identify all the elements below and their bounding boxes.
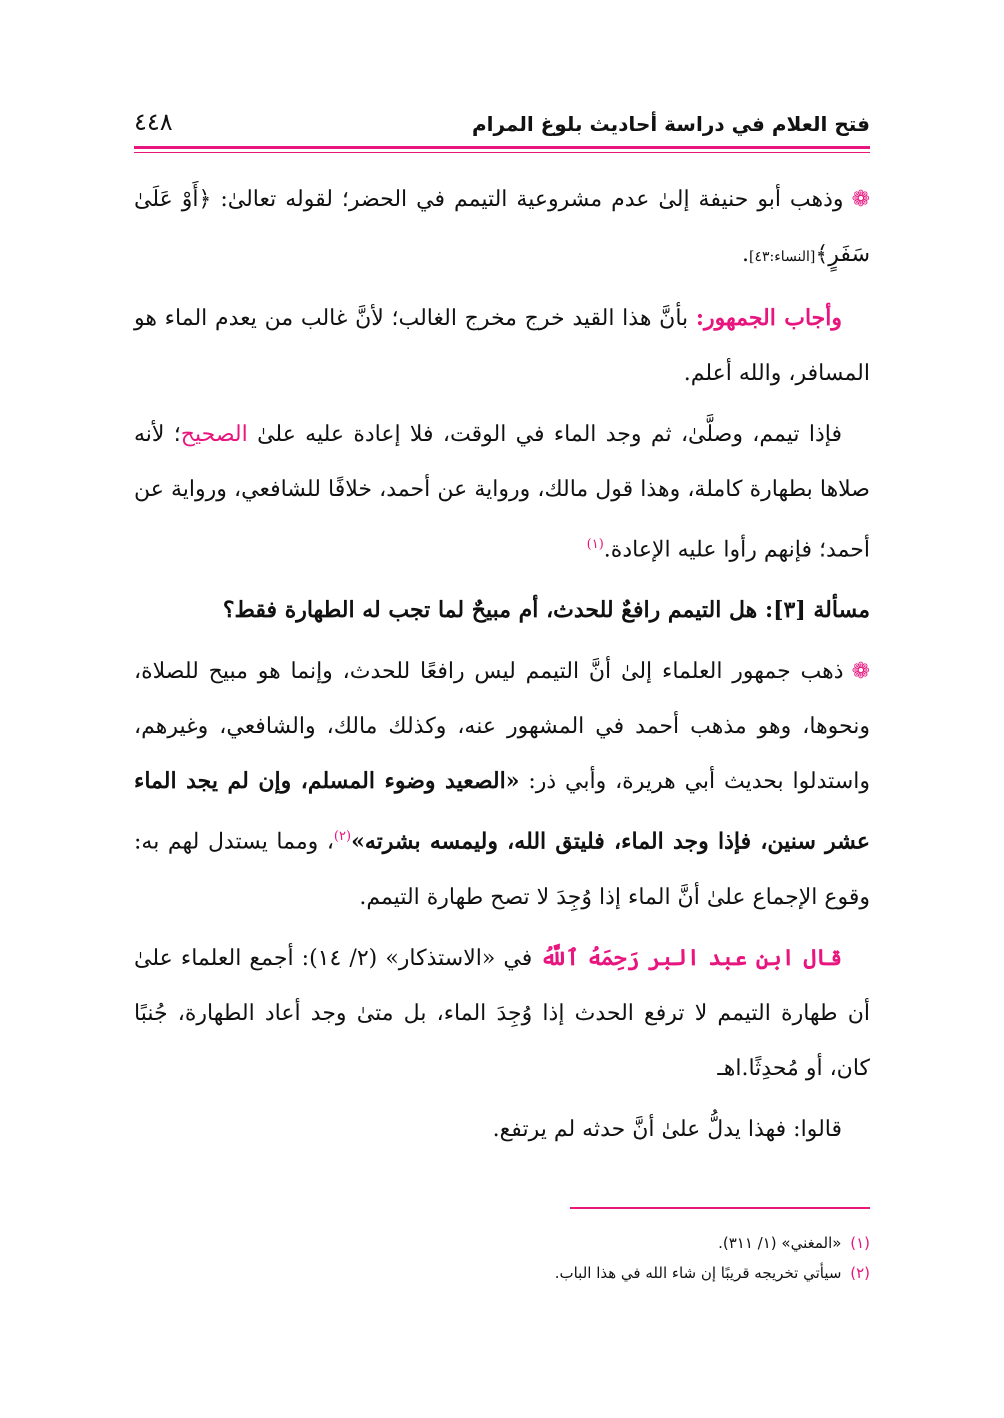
- paragraph-5-text-1: ذهب جمهور العلماء إلىٰ أنَّ التيمم ليس رافعًا للحدث، وإنما هو مبيح للصلاة، ونحوها، وهو مذهب أحمد في المشهور عنه، وكذلك مالك، والشافعي، وغيرهم، واستدلوا بحديث أبي هريرة، وأبي ذر:: [134, 659, 870, 795]
- issue-question: هل التيمم رافعٌ للحدث، أم مبيحٌ لما تجب له الطهارة فقط؟: [222, 597, 758, 624]
- paragraph-1: [134, 172, 870, 285]
- paragraph-1-text: وذهب أبو حنيفة إلىٰ عدم مشروعية التيمم في الحضر؛ لقوله تعالىٰ: ﴿أَوْ عَلَىٰ سَفَرٍ﴾: [134, 187, 870, 267]
- flower-ornament-icon: ❁: [851, 659, 870, 685]
- footnote-2: [134, 1258, 870, 1288]
- paragraph-3-text-1: فإذا تيمم، وصلَّىٰ، ثم وجد الماء في الوقت، فلا إعادة عليه علىٰ: [257, 422, 842, 447]
- page-number: ٤٤٨: [134, 108, 173, 136]
- paragraph-5-text-2: ، ومما يستدل لهم به: وقوع الإجماع علىٰ أنَّ الماء إذا وُجِدَ لا تصح طهارة التيمم.: [134, 829, 870, 910]
- paragraph-3: [134, 407, 870, 577]
- paragraph-7: [134, 1102, 870, 1157]
- footnote-ref-1[interactable]: (١): [586, 537, 604, 552]
- quran-reference: [النساء:٤٣]: [748, 249, 816, 265]
- flower-ornament-icon: ❁: [851, 187, 870, 212]
- paragraph-7-text: قالوا: فهذا يدلُّ علىٰ أنَّ حدثه لم يرتفع.: [492, 1116, 842, 1142]
- issue-heading: [134, 583, 870, 638]
- issue-label: مسألة [٣]:: [764, 597, 870, 624]
- paragraph-6-label: قال ابن عبد البر رَحِمَهُ ٱللَّهُ: [540, 944, 843, 971]
- paragraph-5: [134, 644, 870, 924]
- footnote-divider: [570, 1207, 870, 1209]
- footnote-1: [134, 1228, 870, 1258]
- book-title: فتح العلام في دراسة أحاديث بلوغ المرام: [471, 112, 870, 136]
- footnote-1-number: (١): [850, 1234, 870, 1252]
- paragraph-2: [134, 291, 870, 401]
- header-rule-thin: [134, 152, 870, 153]
- main-text: [134, 172, 870, 1163]
- paragraph-3-highlight: الصحيح: [180, 422, 248, 447]
- paragraph-6-text: في «الاستذكار» (٢/ ١٤): أجمع العلماء علىٰ أن طهارة التيمم لا ترفع الحدث إذا وُجِدَ الماء، بل متىٰ وجد أعاد الطهارة، جُنبًا كان، أو مُحدِثًا.اهـ: [134, 945, 870, 1081]
- paragraph-2-label: وأجاب الجمهور:: [695, 305, 842, 331]
- paragraph-3-text-2: ؛ لأنه صلاها بطهارة كاملة، وهذا قول مالك، ورواية عن أحمد، خلافًا للشافعي، ورواية عن أحمد؛ فإنهم رأوا عليه الإعادة.: [134, 422, 870, 563]
- footnote-2-number: (٢): [850, 1264, 870, 1282]
- footnote-2-text: سيأتي تخريجه قريبًا إن شاء الله في هذا الباب.: [554, 1264, 842, 1282]
- header-rule-thick: [134, 146, 870, 149]
- paragraph-6: [134, 931, 870, 1096]
- footnote-ref-2[interactable]: (٢): [333, 829, 352, 845]
- paragraph-1-end: .: [741, 242, 749, 267]
- paragraph-2-text: بأنَّ هذا القيد خرج مخرج الغالب؛ لأنَّ غالب من يعدم الماء هو المسافر، والله أعلم.: [134, 306, 870, 386]
- footnote-1-text: «المغني» (١/ ٣١١).: [718, 1234, 842, 1252]
- footnotes: [134, 1228, 870, 1288]
- hadith-text: «الصعيد وضوء المسلم، وإن لم يجد الماء عشر سنين، فإذا وجد الماء، فليتق الله، وليمسه بشرته»: [134, 768, 871, 855]
- page-header: [134, 108, 870, 142]
